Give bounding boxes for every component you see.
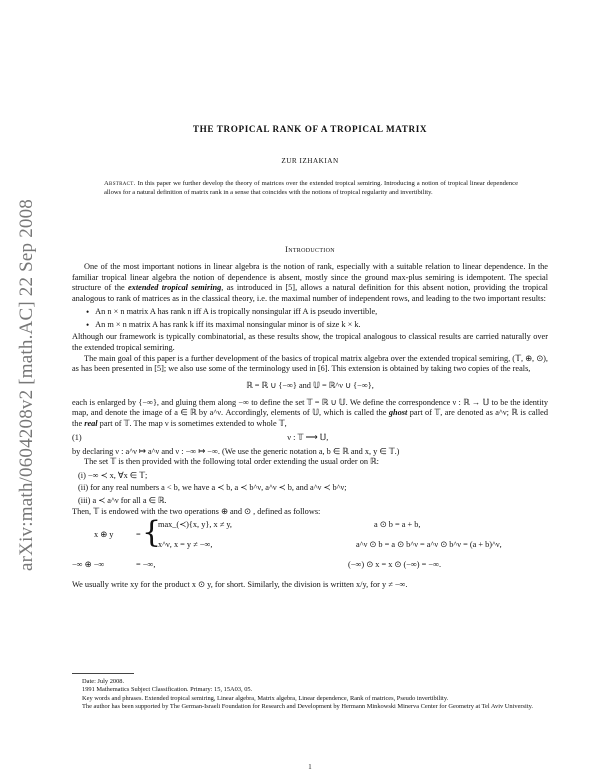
order-list (78, 470, 548, 507)
paragraph-5: by declaring ν : a^ν ↦ a^ν and ν : −∞ ↦ −∞. (We use the generic notation a, b ∈ ℝ and x, y ∈ 𝕋.) (72, 446, 400, 456)
operations-definition (72, 514, 548, 578)
list-item: (ii) for any real numbers a < b, we have a ≺ b, a ≺ b^ν, a^ν ≺ b, and a^ν ≺ b^ν; (78, 483, 347, 493)
bullet-item: • An n × n matrix A has rank n iff A is tropically nonsingular iff A is pseudo invertible, (86, 306, 378, 317)
abstract-label: Abstract. (104, 180, 136, 187)
equation-reals: ℝ = ℝ ∪ {−∞} and 𝕌 = ℝ^ν ∪ {−∞}, (246, 381, 374, 391)
case-1: max_(≺){x, y}, x ≠ y, (158, 519, 233, 529)
brace: { (142, 514, 162, 550)
paper-title: THE TROPICAL RANK OF A TROPICAL MATRIX (192, 124, 428, 134)
equals-sign: = (136, 529, 141, 539)
body-text (72, 262, 548, 591)
page-number: 1 (308, 764, 312, 771)
times-rule-1: a ⊙ b = a + b, (374, 519, 421, 529)
plus-lhs: x ⊕ y (94, 529, 114, 539)
footnotes (72, 673, 548, 712)
footnote-support: The author has been supported by The German-Israeli Foundation for Research and Development by Hermann Minkowski Minerva Center for Geometry at Tel Aviv University. (82, 703, 533, 711)
footnote-date: Date: July 2008. (82, 678, 125, 685)
paragraph-4: each is enlarged by {−∞}, and gluing them along −∞ to define the set 𝕋 = ℝ ∪ 𝕌. We define the correspondence ν : ℝ → 𝕌 to be the identity map, and denote the image of a ∈ ℝ by a^ν. Accordingly, elements of 𝕌, which is called the ghost part of 𝕋, are denoted as a^ν; ℝ is called the real part of 𝕋. The map ν is sometimes extended to whole 𝕋, (72, 397, 549, 429)
footnote-rule (72, 673, 134, 674)
paragraph-1: One of the most important notions in linear algebra is the notion of rank, especially with a suitable relation to linear dependence. In the familiar tropical linear algebra the notion of dependence is absent, mostly since the ground max-plus semiring is idempotent. The special structure of the extended tropical semiring, as introduced in [5], allows a natural definition for this absent notion, providing the tropical analogous to rank of matrices as in the classical theory, i.e. the maximal number of independent rows, and leading to the two important results: (72, 262, 548, 304)
paragraph-2: Although our framework is typically combinatorial, as these results show, the tropical analogous to classical results are carried naturally over the extended tropical semiring. (72, 332, 548, 352)
minus-inf-lhs: −∞ ⊕ −∞ (72, 559, 105, 569)
bullet-item: • An m × n matrix A has rank k iff its maximal nonsingular minor is of size k × k. (86, 319, 361, 330)
abstract-text: In this paper we further develop the theory of matrices over the extended tropical semiring. Introducing a notion of tropical linear dependence allows for a natural definition of matrix rank in a sense that coincides with the notions of tropical regularity and invertibility. (104, 180, 518, 196)
paragraph-6: The set 𝕋 is then provided with the following total order extending the usual order on ℝ: (84, 457, 379, 467)
paragraph-7: Then, 𝕋 is endowed with the two operations ⊕ and ⊙ , defined as follows: (72, 507, 321, 517)
list-item: (i) −∞ ≺ x, ∀x ∈ 𝕋; (78, 470, 148, 480)
list-item: (iii) a ≺ a^ν for all a ∈ ℝ. (78, 495, 167, 505)
paragraph-3: The main goal of this paper is a further development of the basics of tropical matrix algebra over the extended tropical semiring, (𝕋, ⊕, ⊙), as has been presented in [5]; we also use some of the terminology used in [6]. This extension is obtained by taking two copies of the reals, (72, 353, 548, 374)
arxiv-stamp: arXiv:math/0604208v2 [math.AC] 22 Sep 2008 (16, 199, 37, 571)
case-2: x^ν, x = y ≠ −∞, (158, 539, 213, 549)
paragraph-8: We usually write xy for the product x ⊙ y, for short. Similarly, the division is written x/y, for y ≠ −∞. (72, 579, 408, 589)
times-rule-3: (−∞) ⊙ x = x ⊙ (−∞) = −∞. (348, 559, 442, 569)
minus-inf-rhs: = −∞, (136, 559, 156, 569)
abstract (104, 180, 518, 197)
author-name: ZUR IZHAKIAN (281, 157, 339, 165)
times-rule-2: a^ν ⊙ b = a ⊙ b^ν = a^ν ⊙ b^ν = (a + b)^ν, (356, 539, 502, 549)
section-title: Introduction (285, 245, 335, 254)
footnote-msc: 1991 Mathematics Subject Classification. Primary: 15, 15A03, 05. (82, 686, 253, 694)
footnote-keywords: Key words and phrases. Extended tropical semiring, Linear algebra, Matrix algebra, Linear dependence, Rank of matrices, Pseudo invertibility. (82, 694, 449, 702)
equation-1: (1) ν : 𝕋 ⟶ 𝕌, (72, 432, 329, 442)
